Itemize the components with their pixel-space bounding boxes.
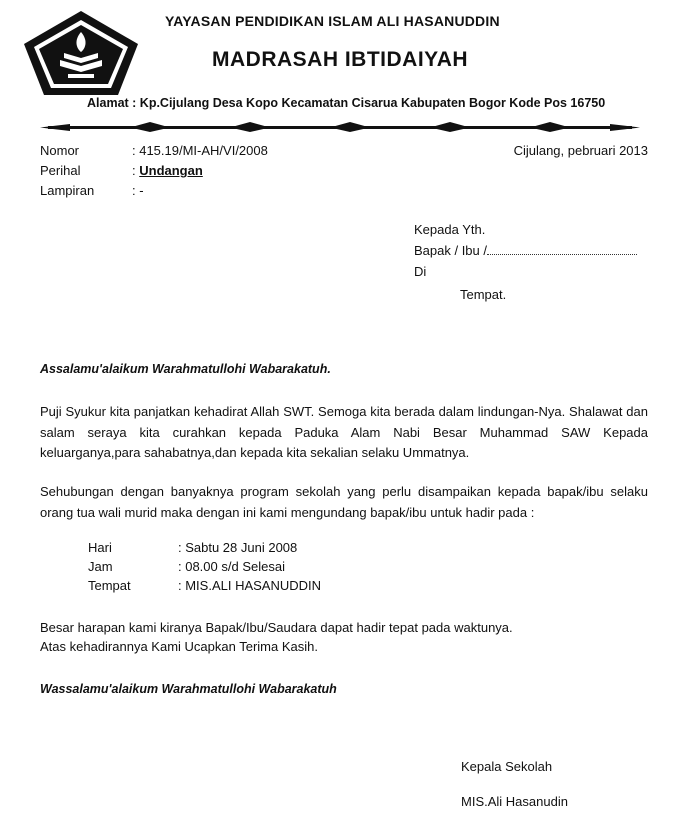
letter-date: Cijulang, pebruari 2013 <box>513 143 648 158</box>
recipient-line-2 <box>414 243 637 258</box>
kemenag-logo-emblem <box>20 8 142 98</box>
foundation-name: YAYASAN PENDIDIKAN ISLAM ALI HASANUDDIN <box>165 13 500 29</box>
closing-salutation: Wassalamu'alaikum Warahmatullohi Wabarakatuh <box>40 682 337 696</box>
school-name: MADRASAH IBTIDAIYAH <box>212 48 469 71</box>
event-place-label: Tempat <box>88 578 131 593</box>
nomor-value: : 415.19/MI-AH/VI/2008 <box>132 143 268 158</box>
signature-name: MIS.Ali Hasanudin <box>461 794 568 809</box>
opening-salutation: Assalamu'alaikum Warahmatullohi Wabarakatuh. <box>40 362 331 376</box>
paragraph-opening: Puji Syukur kita panjatkan kehadirat Allah SWT. Semoga kita berada dalam lindungan-Nya. Shalawat dan salam seraya kita curahkan kepada Paduka Alam Nabi Besar Muhammad SAW Kepada keluarganya,para sahabatnya,dan kepada kita sekalian selaku Ummatnya. <box>40 404 648 460</box>
lampiran-label: Lampiran <box>40 183 95 198</box>
event-place-value: : MIS.ALI HASANUDDIN <box>178 578 322 593</box>
closing-thanks: Atas kehadirannya Kami Ucapkan Terima Kasih. <box>40 639 318 654</box>
recipient-line-3: Di <box>414 264 427 279</box>
recipient-line-1: Kepada Yth. <box>414 222 486 237</box>
event-time-value: : 08.00 s/d Selesai <box>178 559 285 574</box>
perihal-label: Perihal <box>40 163 81 178</box>
event-day-value: : Sabtu 28 Juni 2008 <box>178 540 298 555</box>
closing-hope: Besar harapan kami kiranya Bapak/Ibu/Saudara dapat hadir tepat pada waktunya. <box>40 620 513 635</box>
perihal-field <box>132 163 203 178</box>
event-time-label: Jam <box>88 559 113 574</box>
nomor-label: Nomor <box>40 143 80 158</box>
lampiran-value: : - <box>132 183 144 198</box>
header-divider <box>40 122 640 132</box>
recipient-blank-line <box>487 244 637 255</box>
perihal-colon: : <box>132 163 140 178</box>
event-day-label: Hari <box>88 540 112 555</box>
perihal-value: Undangan <box>139 163 203 178</box>
recipient-title: Bapak / Ibu / <box>414 243 487 258</box>
signature-title: Kepala Sekolah <box>461 759 553 774</box>
school-address: Alamat : Kp.Cijulang Desa Kopo Kecamatan Cisarua Kabupaten Bogor Kode Pos 16750 <box>87 96 606 110</box>
recipient-line-4: Tempat. <box>460 287 507 302</box>
paragraph-invitation: Sehubungan dengan banyaknya program sekolah yang perlu disampaikan kepada bapak/ibu selaku orang tua wali murid maka dengan ini kami mengundang bapak/ibu untuk hadir pada : <box>40 484 648 520</box>
